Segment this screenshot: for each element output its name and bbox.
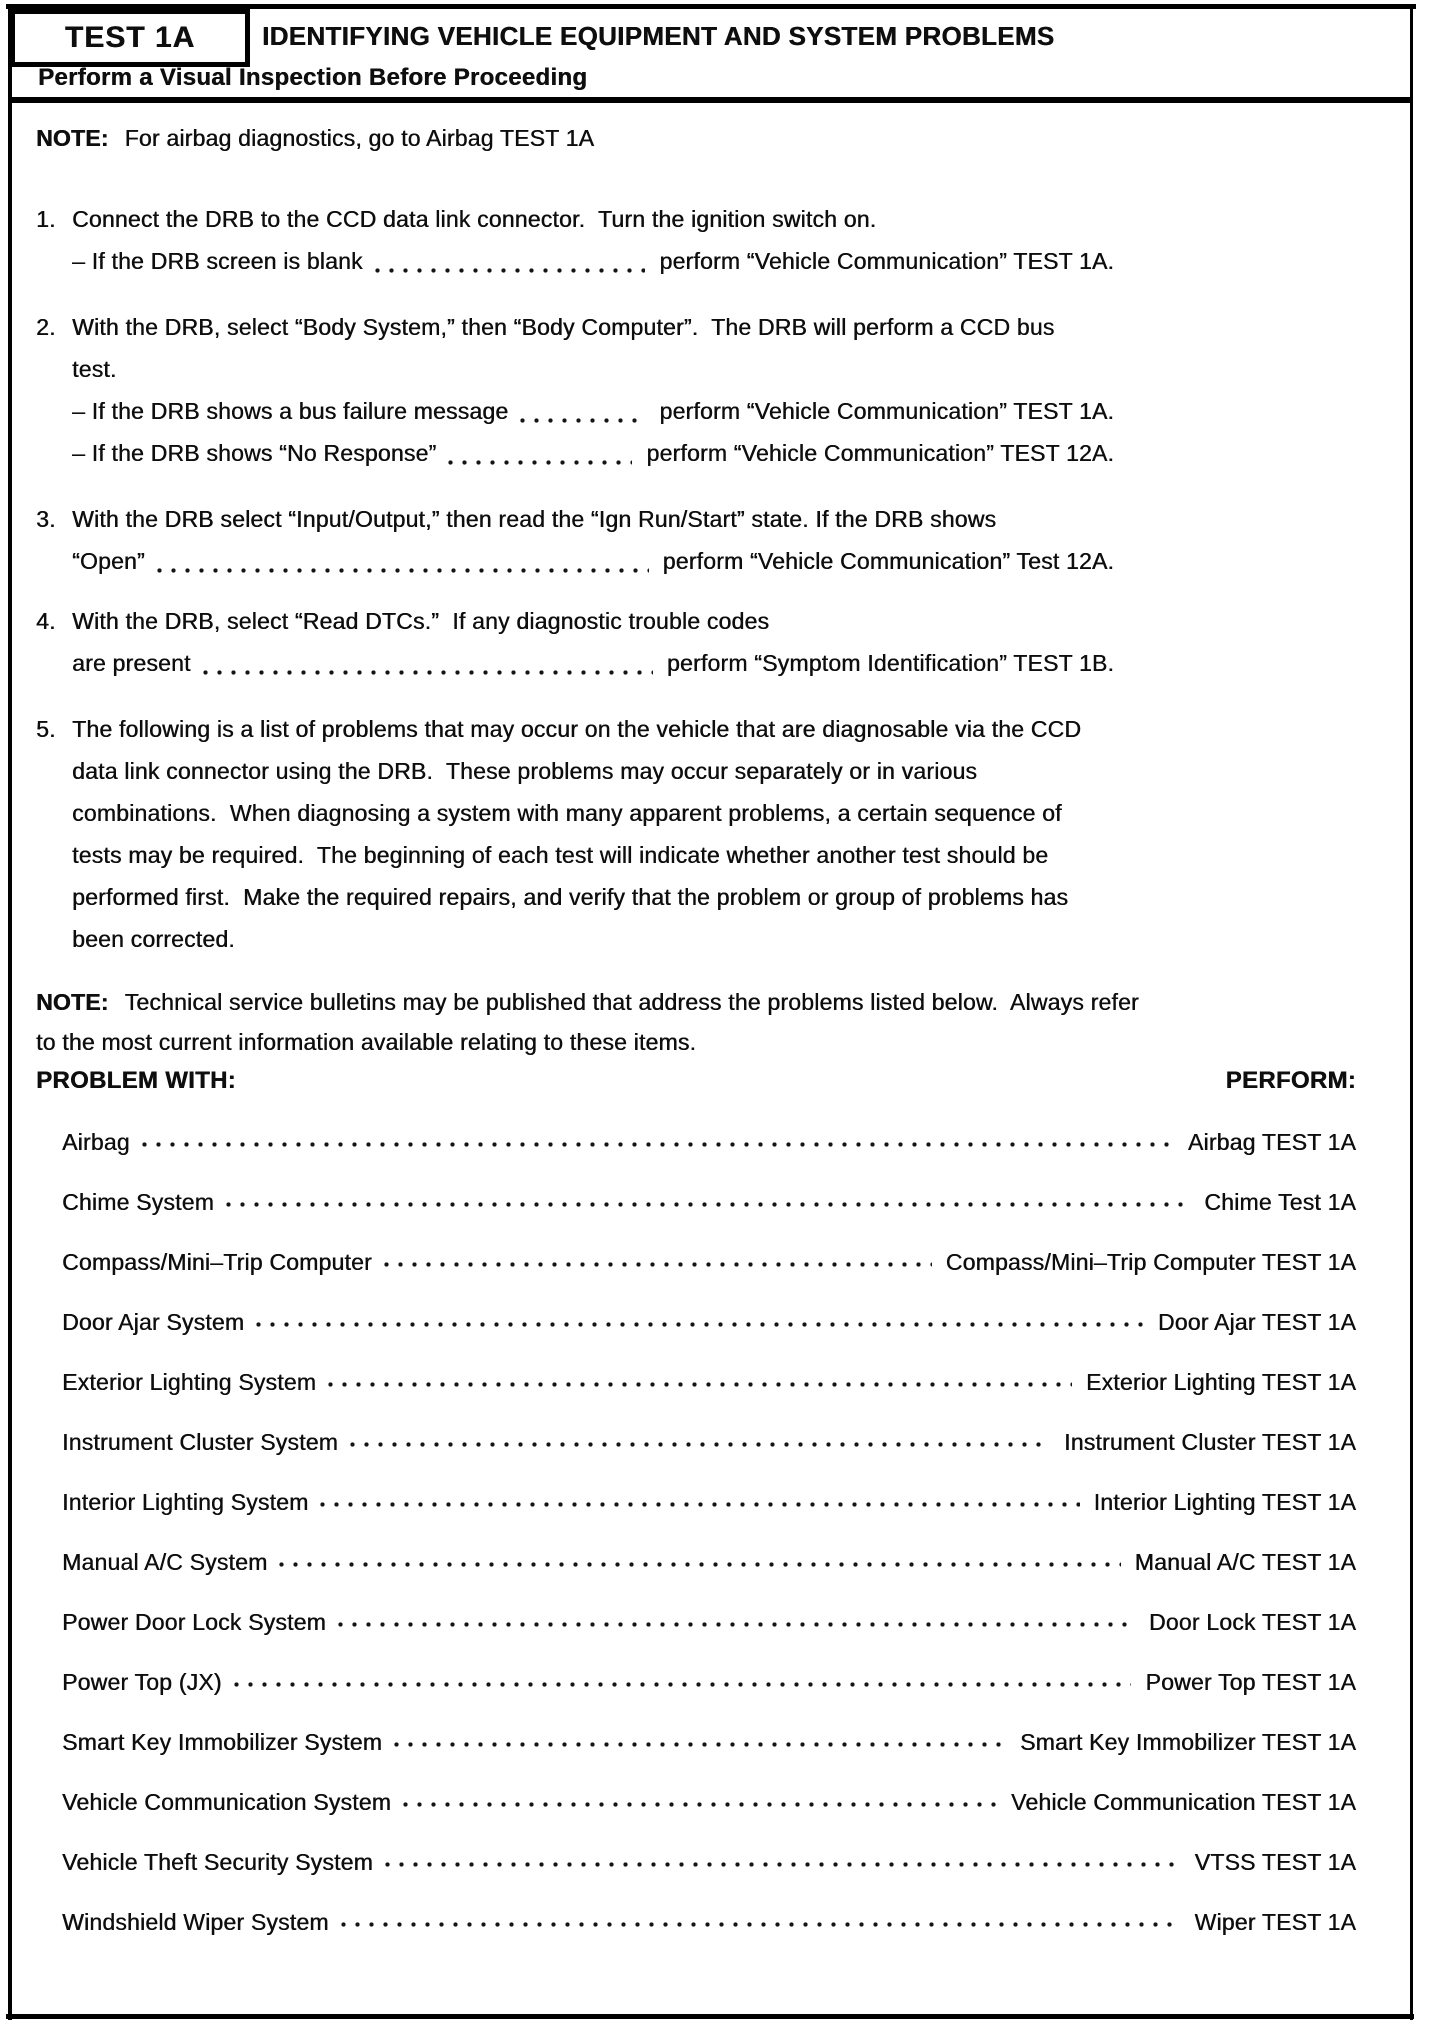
leader-dots <box>384 1262 932 1267</box>
perform-text: perform “Vehicle Communication” TEST 12A. <box>646 440 1114 466</box>
perform-value: Exterior Lighting TEST 1A <box>1085 1369 1356 1395</box>
problem-row <box>62 1308 1356 1336</box>
step-number: 5. <box>36 716 56 742</box>
step-text-wrap: test. <box>72 356 117 382</box>
perform-value: Smart Key Immobilizer TEST 1A <box>1020 1729 1356 1755</box>
problem-label: Power Top (JX) <box>62 1669 222 1695</box>
perform-value: Door Lock TEST 1A <box>1148 1609 1356 1635</box>
leader-dots <box>341 1922 1181 1927</box>
problem-row <box>62 1428 1356 1456</box>
leader-dots <box>448 460 632 465</box>
leader-dots <box>157 568 649 573</box>
perform-value: Airbag TEST 1A <box>1187 1129 1356 1155</box>
step-text: The following is a list of problems that may occur on the vehicle that are diagnosable via the CCD data link connector using the DRB. These problems may occur separately or in various combinations. When diagnosing a system with many apparent problems, a certain sequence of tests may be required. The beginning of each test will indicate whether another test should be performed first. Make the required repairs, and verify that the problem or group of problems has been corrected. <box>72 716 1088 952</box>
problem-with-header: PROBLEM WITH: <box>36 1067 236 1094</box>
problem-label: Vehicle Communication System <box>62 1789 392 1815</box>
leader-dots <box>142 1142 1174 1147</box>
step-text: With the DRB select “Input/Output,” then read the “Ign Run/Start” state. If the DRB shows <box>72 506 997 532</box>
problem-label: Interior Lighting System <box>62 1489 309 1515</box>
leader-dots <box>226 1202 1190 1207</box>
problem-label: Compass/Mini–Trip Computer <box>62 1249 372 1275</box>
condition-text: – If the DRB screen is blank <box>72 248 363 274</box>
step-item-5 <box>36 708 1114 960</box>
problem-row <box>62 1908 1356 1936</box>
leader-dots <box>256 1322 1144 1327</box>
leader-dots <box>350 1442 1050 1447</box>
problem-row <box>62 1788 1356 1816</box>
problem-row <box>62 1848 1356 1876</box>
page-title: IDENTIFYING VEHICLE EQUIPMENT AND SYSTEM PROBLEMS <box>262 21 1055 51</box>
leader-dots <box>203 670 653 675</box>
problem-row <box>62 1488 1356 1516</box>
leader-dots <box>385 1862 1181 1867</box>
perform-header: PERFORM: <box>1225 1067 1356 1094</box>
test-id-box <box>10 9 250 67</box>
leader-dots <box>338 1622 1135 1627</box>
perform-value: Compass/Mini–Trip Computer TEST 1A <box>945 1249 1356 1275</box>
leader-dots <box>328 1382 1072 1387</box>
step-body <box>72 198 1114 282</box>
step-result-row <box>72 642 1114 684</box>
perform-value: Wiper TEST 1A <box>1194 1909 1356 1935</box>
condition-text: – If the DRB shows “No Response” <box>72 440 437 466</box>
step-number: 2. <box>36 314 56 340</box>
perform-value: Door Ajar TEST 1A <box>1157 1309 1356 1335</box>
leader-dots <box>520 418 645 423</box>
procedure-steps <box>36 198 1114 960</box>
header-divider <box>8 97 1412 103</box>
problem-row <box>62 1548 1356 1576</box>
step-body <box>72 306 1114 474</box>
perform-value: Power Top TEST 1A <box>1145 1669 1356 1695</box>
test-id-label: TEST 1A <box>64 21 196 54</box>
problem-row <box>62 1668 1356 1696</box>
perform-value: VTSS TEST 1A <box>1194 1849 1356 1875</box>
problem-row <box>62 1128 1356 1156</box>
problem-label: Door Ajar System <box>62 1309 245 1335</box>
step-result-row <box>72 240 1114 282</box>
problem-row <box>62 1728 1356 1756</box>
problem-row <box>62 1248 1356 1276</box>
step-number: 3. <box>36 506 56 532</box>
problem-label: Windshield Wiper System <box>62 1909 329 1935</box>
problem-label: Airbag <box>62 1129 130 1155</box>
step-text: With the DRB, select “Read DTCs.” If any diagnostic trouble codes <box>72 608 770 634</box>
problem-label: Chime System <box>62 1189 214 1215</box>
perform-value: Interior Lighting TEST 1A <box>1093 1489 1356 1515</box>
condition-text: are present <box>72 650 191 676</box>
step-item-4 <box>36 600 1114 684</box>
leader-dots <box>403 1802 997 1807</box>
page-border-right <box>1410 4 1413 2020</box>
perform-value: Vehicle Communication TEST 1A <box>1010 1789 1356 1815</box>
page-border-left <box>8 4 12 2020</box>
perform-text: perform “Vehicle Communication” TEST 1A. <box>659 398 1114 424</box>
problem-label: Instrument Cluster System <box>62 1429 338 1455</box>
problem-label: Power Door Lock System <box>62 1609 326 1635</box>
problem-label: Manual A/C System <box>62 1549 268 1575</box>
step-text: Connect the DRB to the CCD data link connector. Turn the ignition switch on. <box>72 206 877 232</box>
step-item-3 <box>36 498 1114 582</box>
perform-value: Manual A/C TEST 1A <box>1134 1549 1356 1575</box>
note-label: NOTE: <box>36 125 109 151</box>
note-text: For airbag diagnostics, go to Airbag TEST 1A <box>124 125 595 151</box>
perform-value: Instrument Cluster TEST 1A <box>1064 1429 1356 1455</box>
note-text: Technical service bulletins may be published that address the problems listed below. Always refer to the most current information available relating to these items. <box>36 989 1146 1055</box>
problem-row <box>62 1608 1356 1636</box>
note-bulletins <box>36 982 1146 1062</box>
step-result-row <box>72 540 1114 582</box>
step-result-row <box>72 432 1114 474</box>
page-body <box>36 106 1356 1936</box>
leader-dots <box>375 268 646 273</box>
step-body <box>72 600 1114 684</box>
step-item-1 <box>36 198 1114 282</box>
perform-text: perform “Vehicle Communication” Test 12A. <box>662 548 1114 574</box>
problem-row <box>62 1368 1356 1396</box>
step-item-2 <box>36 306 1114 474</box>
step-result-row <box>72 390 1114 432</box>
step-text: With the DRB, select “Body System,” then “Body Computer”. The DRB will perform a CCD bus <box>72 314 1055 340</box>
note-label: NOTE: <box>36 989 109 1015</box>
step-number: 4. <box>36 608 56 634</box>
problem-label: Smart Key Immobilizer System <box>62 1729 382 1755</box>
step-body <box>72 708 1114 960</box>
perform-text: perform “Symptom Identification” TEST 1B. <box>666 650 1114 676</box>
problem-table <box>36 1066 1356 1936</box>
page-subtitle: Perform a Visual Inspection Before Proceeding <box>38 64 588 91</box>
perform-value: Chime Test 1A <box>1204 1189 1356 1215</box>
problem-row <box>62 1188 1356 1216</box>
step-number: 1. <box>36 206 56 232</box>
leader-dots <box>394 1742 1006 1747</box>
problem-table-header <box>36 1066 1356 1096</box>
page-border-bottom <box>6 2014 1414 2019</box>
condition-text: – If the DRB shows a bus failure message <box>72 398 509 424</box>
leader-dots <box>279 1562 1120 1567</box>
step-body <box>72 498 1114 582</box>
perform-text: perform “Vehicle Communication” TEST 1A. <box>659 248 1114 274</box>
problem-label: Exterior Lighting System <box>62 1369 317 1395</box>
problem-label: Vehicle Theft Security System <box>62 1849 373 1875</box>
condition-text: “Open” <box>72 548 145 574</box>
note-airbag <box>36 122 1140 154</box>
leader-dots <box>234 1682 1132 1687</box>
leader-dots <box>320 1502 1079 1507</box>
